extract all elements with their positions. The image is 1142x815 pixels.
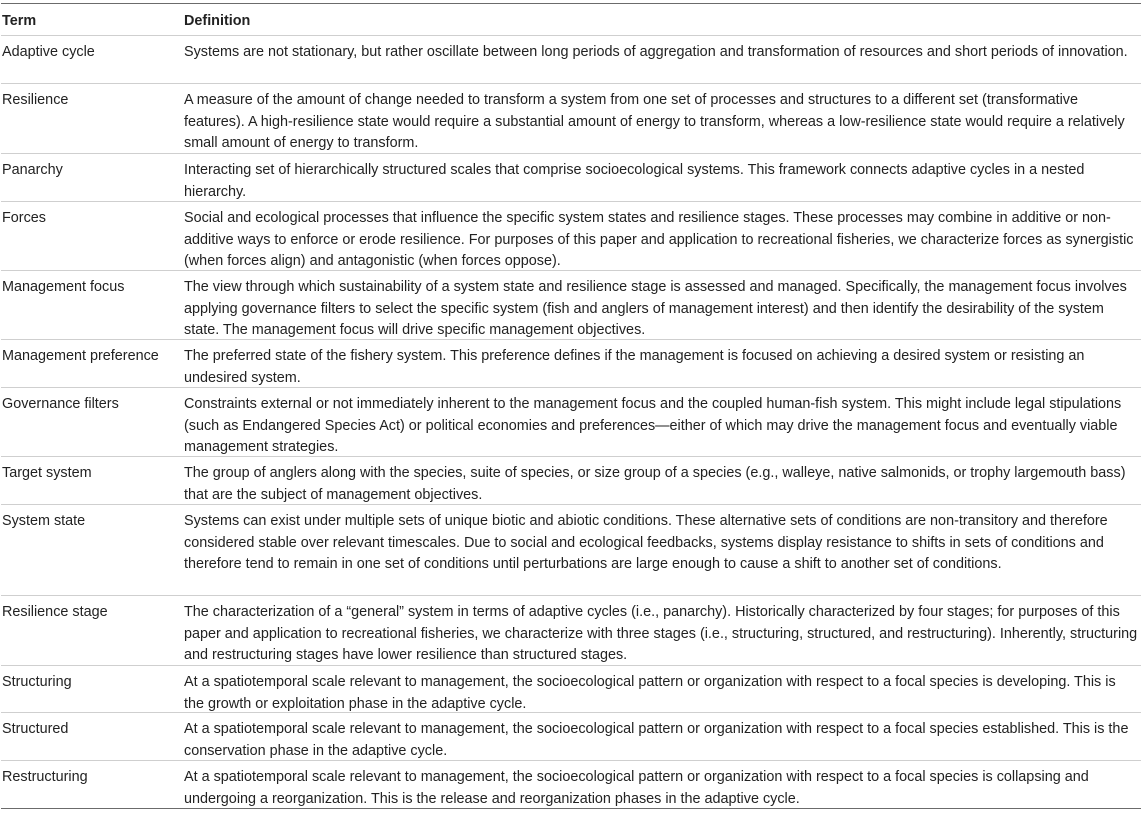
table-row [1,153,1141,202]
table-row [1,83,1141,154]
table-row [1,270,1141,340]
table-bottom-rule [1,808,1141,809]
term-cell: Resilience [2,92,69,108]
term-cell: Governance filters [2,396,119,412]
term-cell: System state [2,513,86,529]
table-row [1,595,1141,666]
table-row [1,760,1141,809]
definition-cell: Constraints external or not immediately inherent to the management focus and the coupled human-fish system. This might include legal stipulations (such as Endangered Species Act) or political economies and preferences—either of which may drive the management focus and eventually viable management strategies. [184,396,1122,455]
term-cell: Structured [2,721,69,737]
term-cell: Target system [2,465,92,481]
table-row [1,339,1141,388]
term-cell: Management preference [2,348,159,364]
term-cell: Structuring [2,674,72,690]
term-cell: Forces [2,210,46,226]
definition-cell: The view through which sustainability of a system state and resilience stage is assessed and managed. Specifically, the management focus involves applying governance filters to select the specific system (fish and anglers of management interest) and then identify the desirability of the system state. The management focus will drive specific management objectives. [184,279,1127,338]
term-cell: Adaptive cycle [2,44,95,60]
term-cell: Management focus [2,279,125,295]
definition-cell: A measure of the amount of change needed to transform a system from one set of processes and structures to a different set (transformative features). A high-resilience state would require a substantial amount of energy to transform, whereas a low-resilience state would require a relatively small amount of energy to transform. [184,92,1125,151]
table-row [1,35,1141,84]
table-row [1,712,1141,761]
term-cell: Restructuring [2,769,88,785]
table-row [1,504,1141,596]
definition-cell: Systems are not stationary, but rather oscillate between long periods of aggregation and transformation of resources and short periods of innovation. [184,44,1128,60]
table-row [1,387,1141,457]
definition-cell: Interacting set of hierarchically structured scales that comprise socioecological systems. This framework connects adaptive cycles in a nested hierarchy. [184,162,1085,200]
definition-cell: At a spatiotemporal scale relevant to management, the socioecological pattern or organization with respect to a focal species is developing. This is the growth or exploitation phase in the adaptive cycle. [184,674,1116,712]
term-cell: Panarchy [2,162,63,178]
table-row [1,201,1141,271]
definition-cell: Systems can exist under multiple sets of unique biotic and abiotic conditions. These alternative sets of conditions are non-transitory and therefore considered stable over relevant timescales. Due to social and ecological feedbacks, systems display resistance to shifts in sets of conditions and therefore tend to remain in one set of conditions until perturbations are large enough to cause a shift to another set of conditions. [184,513,1108,572]
definition-cell: The preferred state of the fishery system. This preference defines if the management is focused on achieving a desired system or resisting an undesired system. [184,348,1085,386]
definition-cell: At a spatiotemporal scale relevant to management, the socioecological pattern or organization with respect to a focal species is collapsing and undergoing a reorganization. This is the release and reorganization phases in the adaptive cycle. [184,769,1089,807]
table-row [1,456,1141,505]
table-top-rule [1,3,1141,4]
table-row [1,665,1141,713]
column-header-definition: Definition [184,13,251,29]
definition-cell: The group of anglers along with the species, suite of species, or size group of a species (e.g., walleye, native salmonids, or trophy largemouth bass) that are the subject of management objectives. [184,465,1126,503]
definition-cell: Social and ecological processes that influence the specific system states and resilience stages. These processes may combine in additive or non-additive ways to enforce or erode resilience. For purposes of this paper and application to recreational fisheries, we characterize forces as synergistic (when forces align) and antagonistic (when forces oppose). [184,210,1134,269]
column-header-term: Term [2,13,37,29]
definition-cell: At a spatiotemporal scale relevant to management, the socioecological pattern or organization with respect to a focal species established. This is the conservation phase in the adaptive cycle. [184,721,1129,759]
term-cell: Resilience stage [2,604,108,620]
definition-cell: The characterization of a “general” system in terms of adaptive cycles (i.e., panarchy). Historically characterized by four stages; for purposes of this paper and application to recreational fisheries, we characterize with three stages (i.e., structuring, structured, and restructuring). Inherently, structuring and restructuring stages have lower resilience than structured stages. [184,604,1138,663]
